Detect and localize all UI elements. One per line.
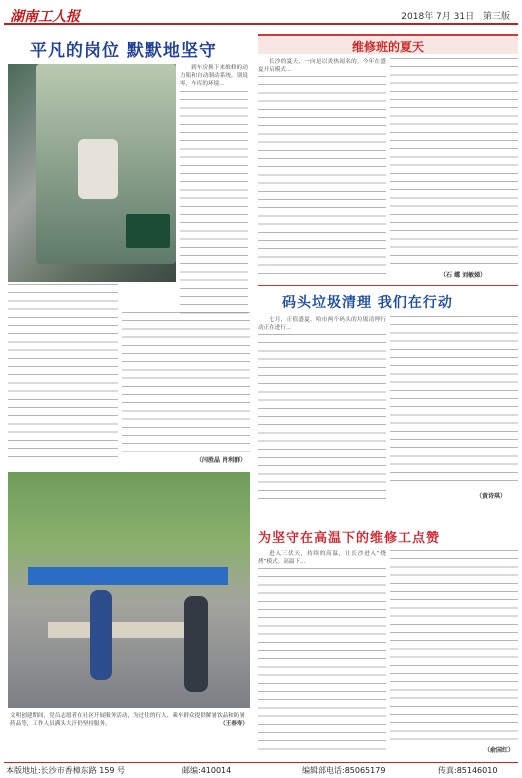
article1-column-mid [122, 312, 250, 452]
bus-number-sign [126, 214, 170, 248]
page-footer [4, 762, 518, 776]
person-figure-2 [184, 596, 208, 692]
article4-lead: 进入三伏天，持续的高温，让长沙进入“烧烤”模式。高温下… [258, 551, 386, 566]
article3-body-lines-2 [390, 316, 518, 488]
article1-body-lines-2 [8, 284, 118, 464]
article3-lead: 七月，正值盛夏，哈市两个码头的垃圾清理行动正在进行… [258, 317, 386, 332]
article3-body-left [258, 316, 386, 504]
footer-fax: 传真:85146010 [438, 766, 498, 775]
article4-body-left [258, 550, 386, 750]
article2-byline: （石 蝶 刘敏娣） [440, 272, 487, 279]
article4-body-lines-2 [390, 550, 518, 742]
article1-column-right [180, 64, 248, 316]
section-rule [258, 285, 518, 286]
article1-column-left [8, 284, 118, 464]
masthead [4, 3, 518, 25]
article3-headline: 码头垃圾清理 我们在行动 [282, 295, 453, 311]
article4-body-lines [258, 568, 386, 750]
volunteers-photo [8, 472, 250, 708]
page-number: 第三版 [482, 12, 510, 22]
article2-lead: 长沙的夏天，一向是以炎热闻名的。今年在盛夏开启模式… [258, 59, 386, 74]
issue-date: 2018年 7月 31日 [401, 12, 475, 22]
footer-address: 本版地址:长沙市香樟东路 159 号 [6, 766, 126, 775]
article1-body-lines [180, 91, 248, 316]
footer-editorial-phone: 编辑部电话:85065179 [302, 766, 386, 775]
article2-body-right [390, 58, 518, 268]
article3-body-right [390, 316, 518, 488]
photo-caption [10, 712, 248, 728]
dateline [401, 9, 510, 22]
article2-body-lines [258, 76, 386, 276]
article1-body-lines-3 [122, 312, 250, 452]
article1-lead: 到车房换下来维修的动力瓶和自动制动系统，别说零，车库的环境… [180, 65, 248, 88]
footer-postcode: 邮编:410014 [182, 766, 232, 775]
person-figure-1 [90, 590, 112, 680]
article1-byline: （闫胜晶 肖利群） [196, 457, 247, 464]
article4-body-right [390, 550, 518, 742]
article2-headline: 维修班的夏天 [351, 40, 424, 54]
article4-byline: （俞国红） [484, 747, 515, 754]
article2-body [258, 58, 386, 276]
photo-credit: （王春寿） [220, 721, 248, 727]
article2-body-lines-2 [390, 58, 518, 268]
article3-byline: （黄诗琪） [476, 493, 507, 500]
article2-header-box [258, 34, 518, 54]
newspaper-logo: 湖南工人报 [10, 9, 80, 25]
article3-body-lines [258, 334, 386, 504]
worker-figure [78, 139, 118, 199]
article-headline: 平凡的岗位 默默地坚守 [30, 41, 217, 61]
photo-caption-text: 文明创建期间，党员志愿者在社区开展服务活动，为过往的行人、乘车群众提供解暑饮品和防暑药品等，工作人员满头大汗仍坚持服务。 [10, 713, 245, 727]
article4-headline: 为坚守在高温下的维修工点赞 [258, 531, 441, 546]
bus-repair-photo [8, 64, 176, 282]
table-shape [48, 622, 198, 638]
tent-shape [28, 567, 228, 585]
